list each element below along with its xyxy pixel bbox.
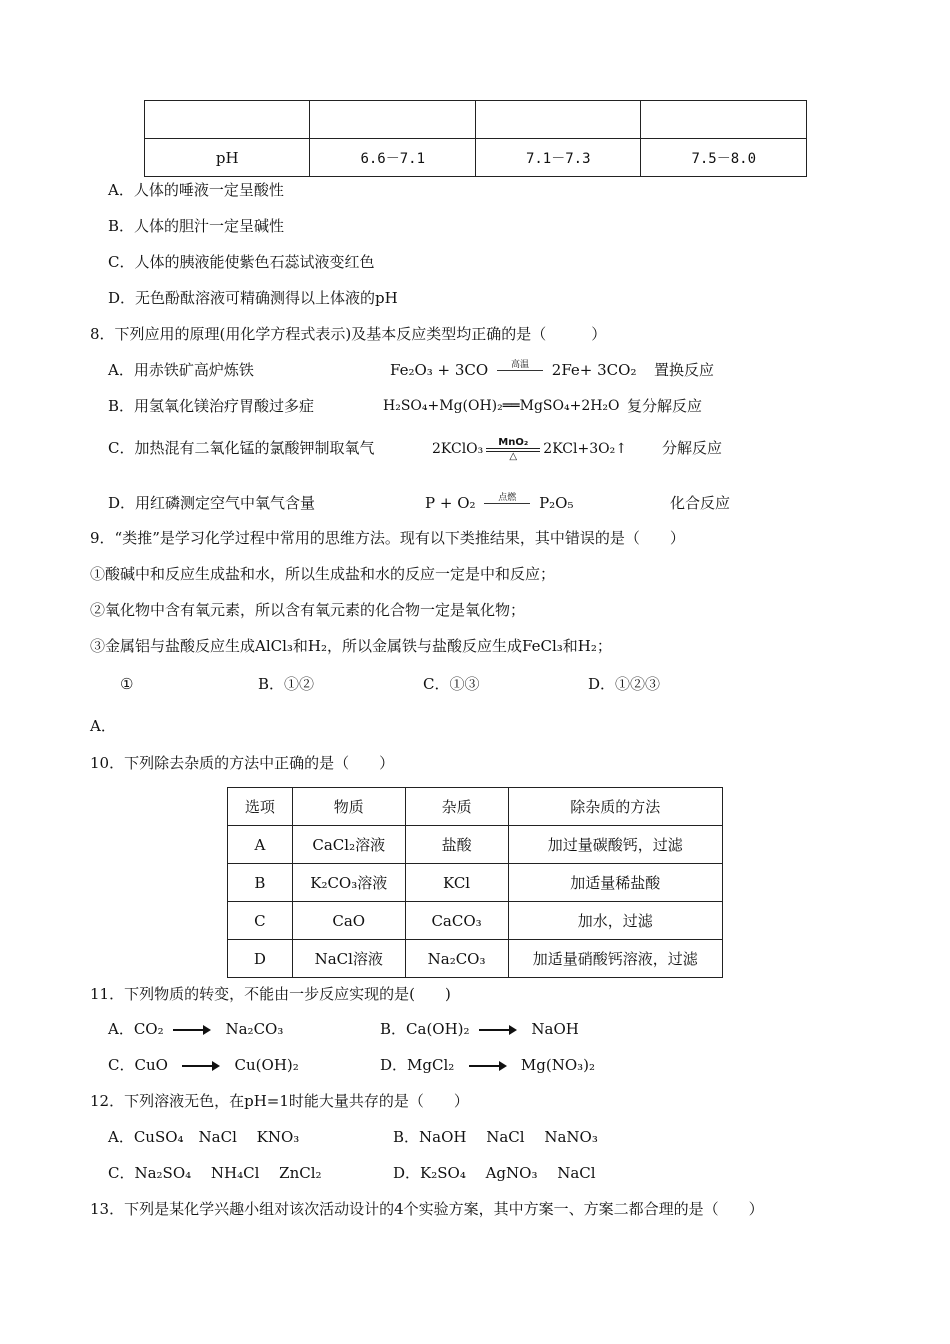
- ph-value: 7.1－7.3: [475, 139, 641, 177]
- q8-option-a-type: 置换反应: [654, 361, 715, 379]
- q10-cell: CaO: [292, 902, 405, 940]
- q8-option-d-label: D．用红磷测定空气中氧气含量: [108, 494, 316, 512]
- q11-option-d-to: Mg(NO₃)₂: [520, 1056, 596, 1074]
- q9-option-d: D．①②③: [588, 675, 661, 693]
- q10-header-cell: 杂质: [405, 788, 508, 826]
- q10-cell: K₂CO₃溶液: [292, 864, 405, 902]
- q8-stem: 8．下列应用的原理(用化学方程式表示)及基本反应类型均正确的是（ ）: [90, 325, 607, 343]
- q8-option-c-equation: [432, 438, 627, 462]
- q11-option-a-to: Na₂CO₃: [225, 1020, 284, 1038]
- q10-cell: B: [228, 864, 293, 902]
- q10-table: [227, 787, 723, 978]
- q9-stem: 9．“类推”是学习化学过程中常用的思维方法。现有以下类推结果，其中错误的是（ ）: [90, 529, 685, 547]
- q11-option-b: [380, 1019, 579, 1039]
- arrow-icon: [469, 1061, 507, 1071]
- q11-option-c-from: C．CuO: [108, 1056, 168, 1074]
- q8-option-c-type: 分解反应: [662, 439, 723, 457]
- q10-cell: A: [228, 826, 293, 864]
- q8-option-a-label: A．用赤铁矿高炉炼铁: [108, 361, 254, 379]
- q10-cell: CaCl₂溶液: [292, 826, 405, 864]
- q9-item-3: ③金属铝与盐酸反应生成AlCl₃和H₂，所以金属铁与盐酸反应生成FeCl₃和H₂；: [90, 637, 612, 655]
- q10-cell: CaCO₃: [405, 902, 508, 940]
- q10-cell: C: [228, 902, 293, 940]
- q10-header-cell: 选项: [228, 788, 293, 826]
- reaction-condition: 高温: [493, 360, 547, 371]
- q7-option-d: D．无色酚酞溶液可精确测得以上体液的pH: [108, 289, 398, 307]
- q11-option-b-from: B．Ca(OH)₂: [380, 1020, 470, 1038]
- reaction-condition: 点燃: [480, 493, 534, 504]
- q9-option-c: C．①③: [423, 675, 480, 693]
- q7-option-b: B．人体的胆汁一定呈碱性: [108, 217, 285, 235]
- ph-table-header-cell: [145, 101, 310, 139]
- q10-cell: D: [228, 940, 293, 978]
- equation-lhs: 2KClO₃: [432, 441, 484, 457]
- q10-cell: 加适量硝酸钙溶液，过滤: [508, 940, 723, 978]
- q11-stem: 11．下列物质的转变，不能由一步反应实现的是( ): [90, 985, 451, 1003]
- q10-cell: KCl: [405, 864, 508, 902]
- q10-cell: 加水，过滤: [508, 902, 723, 940]
- q8-option-c-label: C．加热混有二氧化锰的氯酸钾制取氧气: [108, 439, 375, 457]
- equation-rhs: 2Fe+ 3CO₂: [551, 361, 637, 379]
- q9-option-b: B．①②: [258, 675, 315, 693]
- q13-stem: 13．下列是某化学兴趣小组对该次活动设计的4个实验方案，其中方案一、方案二都合理的是（ ）: [90, 1200, 764, 1218]
- q8-option-a-equation: [390, 360, 636, 380]
- equation-lhs: P + O₂: [425, 494, 476, 512]
- q10-cell: 加过量碳酸钙，过滤: [508, 826, 723, 864]
- arrow-icon: [182, 1061, 220, 1071]
- q8-option-d-equation: [425, 493, 574, 513]
- ph-table: [144, 100, 807, 177]
- q8-option-d-type: 化合反应: [670, 494, 731, 512]
- q11-option-c: [108, 1055, 299, 1075]
- ph-value: 7.5－8.0: [641, 139, 807, 177]
- q11-option-d-from: D．MgCl₂: [380, 1056, 455, 1074]
- q11-option-a-from: A．CO₂: [108, 1020, 164, 1038]
- q9-item-1: ①酸碱中和反应生成盐和水，所以生成盐和水的反应一定是中和反应；: [90, 565, 556, 583]
- q10-cell: 加适量稀盐酸: [508, 864, 723, 902]
- q10-stem: 10．下列除去杂质的方法中正确的是（ ）: [90, 754, 395, 772]
- q12-stem: 12．下列溶液无色，在pH=1时能大量共存的是（ ）: [90, 1092, 469, 1110]
- q8-option-b-type: 复分解反应: [627, 397, 703, 415]
- q7-option-c: C．人体的胰液能使紫色石蕊试液变红色: [108, 253, 375, 271]
- q9-option-a-value: ①: [120, 675, 134, 693]
- q9-option-a-label: A．: [90, 717, 116, 735]
- q8-option-b-equation: H₂SO₄+Mg(OH)₂══MgSO₄+2H₂O: [383, 398, 620, 414]
- q10-cell: Na₂CO₃: [405, 940, 508, 978]
- arrow-icon: [173, 1025, 211, 1035]
- ph-table-header-cell: [310, 101, 476, 139]
- reaction-condition: MnO₂ △: [483, 438, 543, 462]
- q8-option-b-label: B．用氢氧化镁治疗胃酸过多症: [108, 397, 315, 415]
- equation-rhs: P₂O₅: [539, 494, 574, 512]
- q11-option-a: [108, 1019, 283, 1039]
- q12-option-b: B．NaOH NaCl NaNO₃: [393, 1128, 598, 1146]
- q11-option-d: [380, 1055, 595, 1075]
- q9-item-2: ②氧化物中含有氧元素，所以含有氧元素的化合物一定是氧化物；: [90, 601, 526, 619]
- q12-option-a: A．CuSO₄ NaCl KNO₃: [108, 1128, 300, 1146]
- ph-value: 6.6－7.1: [310, 139, 476, 177]
- ph-table-header-cell: [475, 101, 641, 139]
- q7-option-a: A．人体的唾液一定呈酸性: [108, 181, 284, 199]
- q10-cell: NaCl溶液: [292, 940, 405, 978]
- q10-header-cell: 除杂质的方法: [508, 788, 723, 826]
- ph-row-label: pH: [145, 139, 310, 177]
- q12-option-c: C．Na₂SO₄ NH₄Cl ZnCl₂: [108, 1164, 322, 1182]
- equation-rhs: 2KCl+3O₂↑: [543, 441, 627, 457]
- equation-lhs: Fe₂O₃ + 3CO: [390, 361, 489, 379]
- q11-option-c-to: Cu(OH)₂: [234, 1056, 299, 1074]
- q12-option-d: D．K₂SO₄ AgNO₃ NaCl: [393, 1164, 596, 1182]
- q11-option-b-to: NaOH: [531, 1020, 579, 1038]
- ph-table-header-cell: [641, 101, 807, 139]
- q10-cell: 盐酸: [405, 826, 508, 864]
- arrow-icon: [479, 1025, 517, 1035]
- q10-header-cell: 物质: [292, 788, 405, 826]
